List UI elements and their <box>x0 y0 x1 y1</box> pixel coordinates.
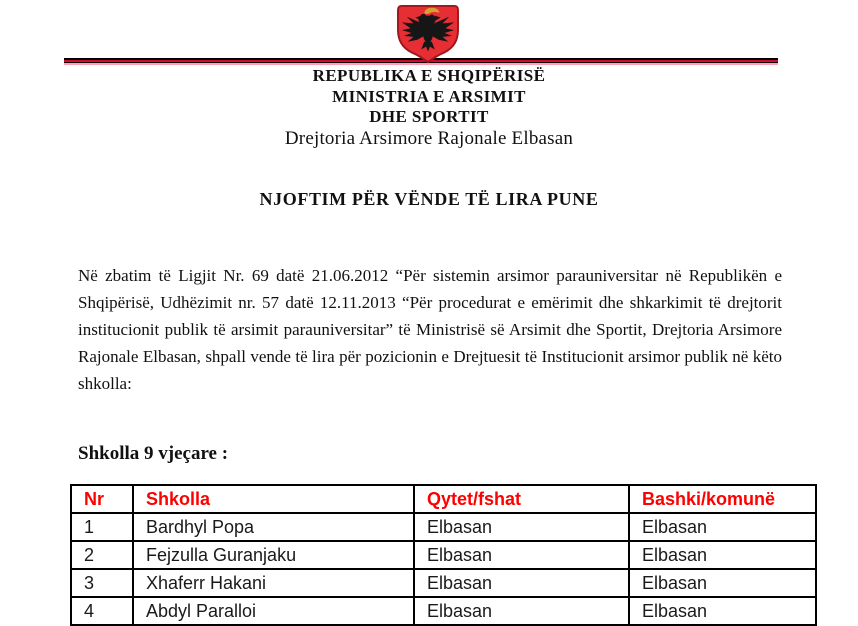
table-cell-qytet: Elbasan <box>414 569 629 597</box>
column-header-bashki: Bashki/komunë <box>629 485 816 513</box>
table-cell-nr: 2 <box>71 541 133 569</box>
table-cell-qytet: Elbasan <box>414 513 629 541</box>
table-cell-nr: 4 <box>71 597 133 625</box>
table-cell-shkolla: Fejzulla Guranjaku <box>133 541 414 569</box>
table-cell-qytet: Elbasan <box>414 541 629 569</box>
albania-coat-of-arms-icon <box>394 4 462 64</box>
column-header-qytet: Qytet/fshat <box>414 485 629 513</box>
table-cell-shkolla: Abdyl Paralloi <box>133 597 414 625</box>
column-header-nr: Nr <box>71 485 133 513</box>
table-header-row <box>71 485 816 513</box>
table-cell-nr: 3 <box>71 569 133 597</box>
table-cell-bashki: Elbasan <box>629 597 816 625</box>
body-paragraph: Në zbatim të Ligjit Nr. 69 datë 21.06.2012 “Për sistemin arsimor parauniversitar në Republikën e Shqipërisë, Udhëzimit nr. 57 datë 12.11.2013 “Për procedurat e emërimit dhe shkarkimit të drejtorit institucionit publik të arsimit parauniversitar” të Ministrisë së Arsimit dhe Sportit, Drejtoria Arsimore Rajonale Elbasan, shpall vende të lira për pozicionin e Drejtuesit të Institucionit arsimor publik në këto shkolla: <box>78 266 782 393</box>
table-row <box>71 541 816 569</box>
vacancies-table <box>70 484 817 626</box>
letterhead-line-ministry: MINISTRIA E ARSIMIT <box>332 86 526 106</box>
table-cell-bashki: Elbasan <box>629 541 816 569</box>
table-row <box>71 513 816 541</box>
announcement-title: NJOFTIM PËR VËNDE TË LIRA PUNE <box>259 189 599 209</box>
section-heading: Shkolla 9 vjeçare : <box>78 443 229 464</box>
column-header-shkolla: Shkolla <box>133 485 414 513</box>
table-cell-shkolla: Xhaferr Hakani <box>133 569 414 597</box>
letterhead-line-republic: REPUBLIKA E SHQIPËRISË <box>312 66 546 85</box>
table-cell-shkolla: Bardhyl Popa <box>133 513 414 541</box>
table-row <box>71 597 816 625</box>
table-cell-bashki: Elbasan <box>629 513 816 541</box>
table-row <box>71 569 816 597</box>
table-cell-qytet: Elbasan <box>414 597 629 625</box>
letterhead-line-sport: DHE SPORTIT <box>369 107 489 126</box>
table-cell-nr: 1 <box>71 513 133 541</box>
letterhead-subtitle: Drejtoria Arsimore Rajonale Elbasan <box>284 127 574 149</box>
table-cell-bashki: Elbasan <box>629 569 816 597</box>
letterhead <box>0 66 858 150</box>
